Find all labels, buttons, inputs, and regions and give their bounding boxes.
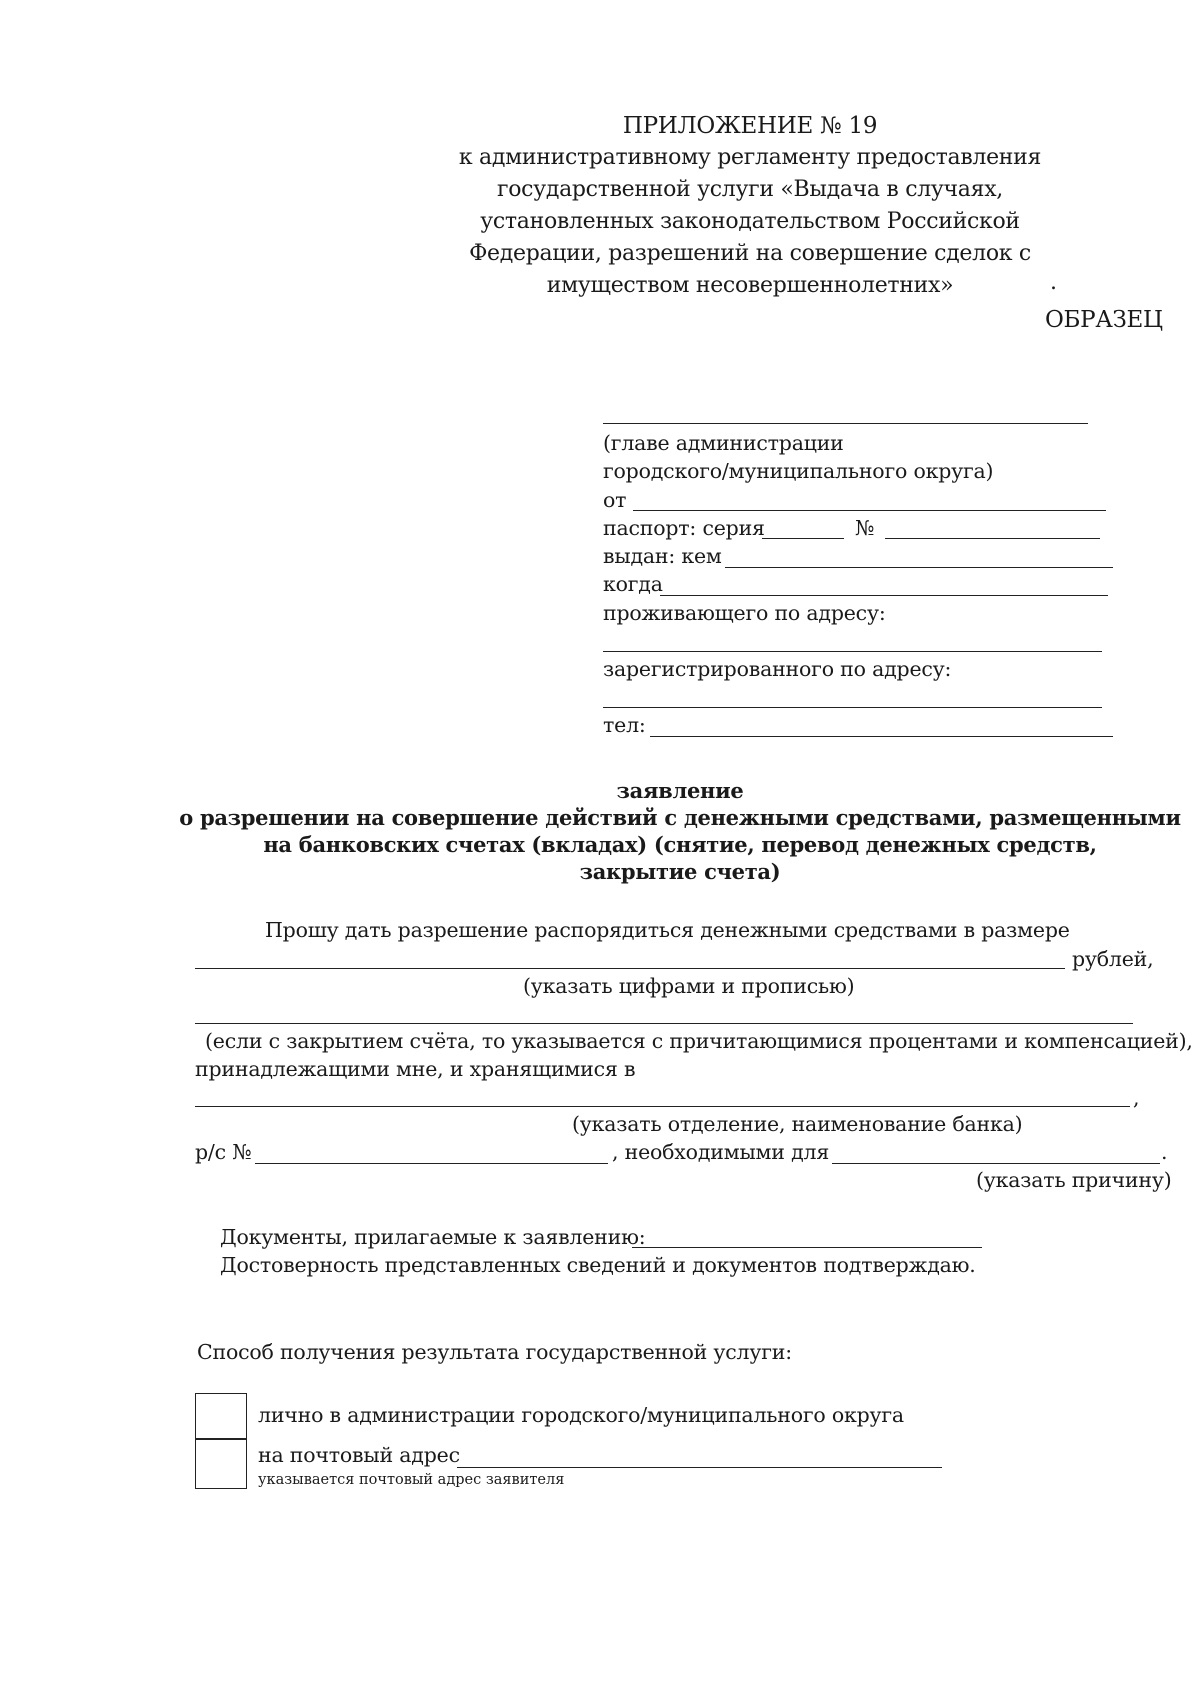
amount-words-field[interactable] (195, 1023, 1133, 1024)
passport-number-field[interactable] (885, 538, 1100, 539)
statement-subject-line-1: о разрешении на совершение действий с денежными средствами, размещенными (179, 805, 1181, 830)
rubles-label: рублей, (1072, 947, 1154, 971)
needed-for-text: , необходимыми для (612, 1140, 830, 1164)
passport-series-field[interactable] (762, 538, 844, 539)
post-address-hint: указывается почтовый адрес заявителя (258, 1472, 565, 1488)
belonging-text: принадлежащими мне, и хранящимися в (195, 1057, 636, 1081)
issued-by-field[interactable] (725, 567, 1113, 568)
appendix-line-1: к административному регламенту предоставления (458, 145, 1042, 170)
bank-comma: , (1133, 1086, 1140, 1110)
appendix-mark: . (1050, 270, 1057, 295)
reason-period: . (1161, 1140, 1168, 1164)
in-person-option-label: лично в администрации городского/муниципального округа (258, 1403, 904, 1427)
issued-by-label: выдан: кем (603, 544, 722, 568)
passport-series-label: паспорт: серия (603, 516, 765, 540)
phone-label: тел: (603, 713, 646, 737)
statement-subject-line-3: закрытие счета) (579, 859, 781, 884)
statement-heading: заявление (616, 778, 744, 803)
bank-field[interactable] (195, 1106, 1130, 1107)
from-label: от (603, 488, 627, 512)
account-label: р/с № (195, 1140, 252, 1164)
confirmation-text: Достоверность представленных сведений и документов подтверждаю. (220, 1253, 976, 1277)
registered-address-field[interactable] (603, 707, 1102, 708)
attached-documents-field[interactable] (632, 1247, 982, 1248)
amount-hint: (указать цифрами и прописью) (523, 974, 855, 998)
appendix-line-2: государственной услуги «Выдача в случаях, (497, 177, 1003, 202)
amount-field[interactable] (195, 968, 1065, 969)
post-option-label: на почтовый адрес (258, 1443, 460, 1467)
sample-label: ОБРАЗЕЦ (1045, 307, 1163, 333)
residing-address-field[interactable] (603, 651, 1102, 652)
appendix-title: ПРИЛОЖЕНИЕ № 19 (622, 113, 878, 139)
post-checkbox[interactable] (195, 1438, 247, 1489)
appendix-line-4: Федерации, разрешений на совершение сделок с (469, 241, 1031, 266)
residing-address-label: проживающего по адресу: (603, 601, 886, 625)
phone-field[interactable] (650, 736, 1113, 737)
post-address-field[interactable] (457, 1467, 942, 1468)
passport-number-label: № (855, 516, 875, 540)
addressee-to-line-2: городского/муниципального округа) (603, 459, 994, 483)
registered-address-label: зарегистрированного по адресу: (603, 657, 952, 681)
issue-date-field[interactable] (660, 595, 1108, 596)
appendix-line-5: имуществом несовершеннолетних» (546, 273, 954, 298)
delivery-title: Способ получения результата государственной услуги: (197, 1340, 792, 1364)
closing-hint: (если с закрытием счёта, то указывается с причитающимися процентами и компенсацией), (205, 1029, 1193, 1053)
attached-documents-label: Документы, прилагаемые к заявлению: (220, 1225, 646, 1249)
addressee-to-line-1: (главе администрации (603, 431, 844, 455)
statement-subject-line-2: на банковских счетах (вкладах) (снятие, перевод денежных средств, (263, 832, 1097, 857)
addressee-blank-line[interactable] (603, 423, 1088, 424)
appendix-line-3: установленных законодательством Российской (480, 209, 1020, 234)
request-text: Прошу дать разрешение распорядиться денежными средствами в размере (265, 918, 1070, 942)
reason-field[interactable] (832, 1163, 1160, 1164)
from-field[interactable] (633, 510, 1106, 511)
in-person-checkbox[interactable] (195, 1393, 247, 1440)
account-field[interactable] (255, 1163, 608, 1164)
bank-hint: (указать отделение, наименование банка) (572, 1112, 1023, 1136)
issue-date-label: когда (603, 572, 663, 596)
reason-hint: (указать причину) (976, 1168, 1172, 1192)
